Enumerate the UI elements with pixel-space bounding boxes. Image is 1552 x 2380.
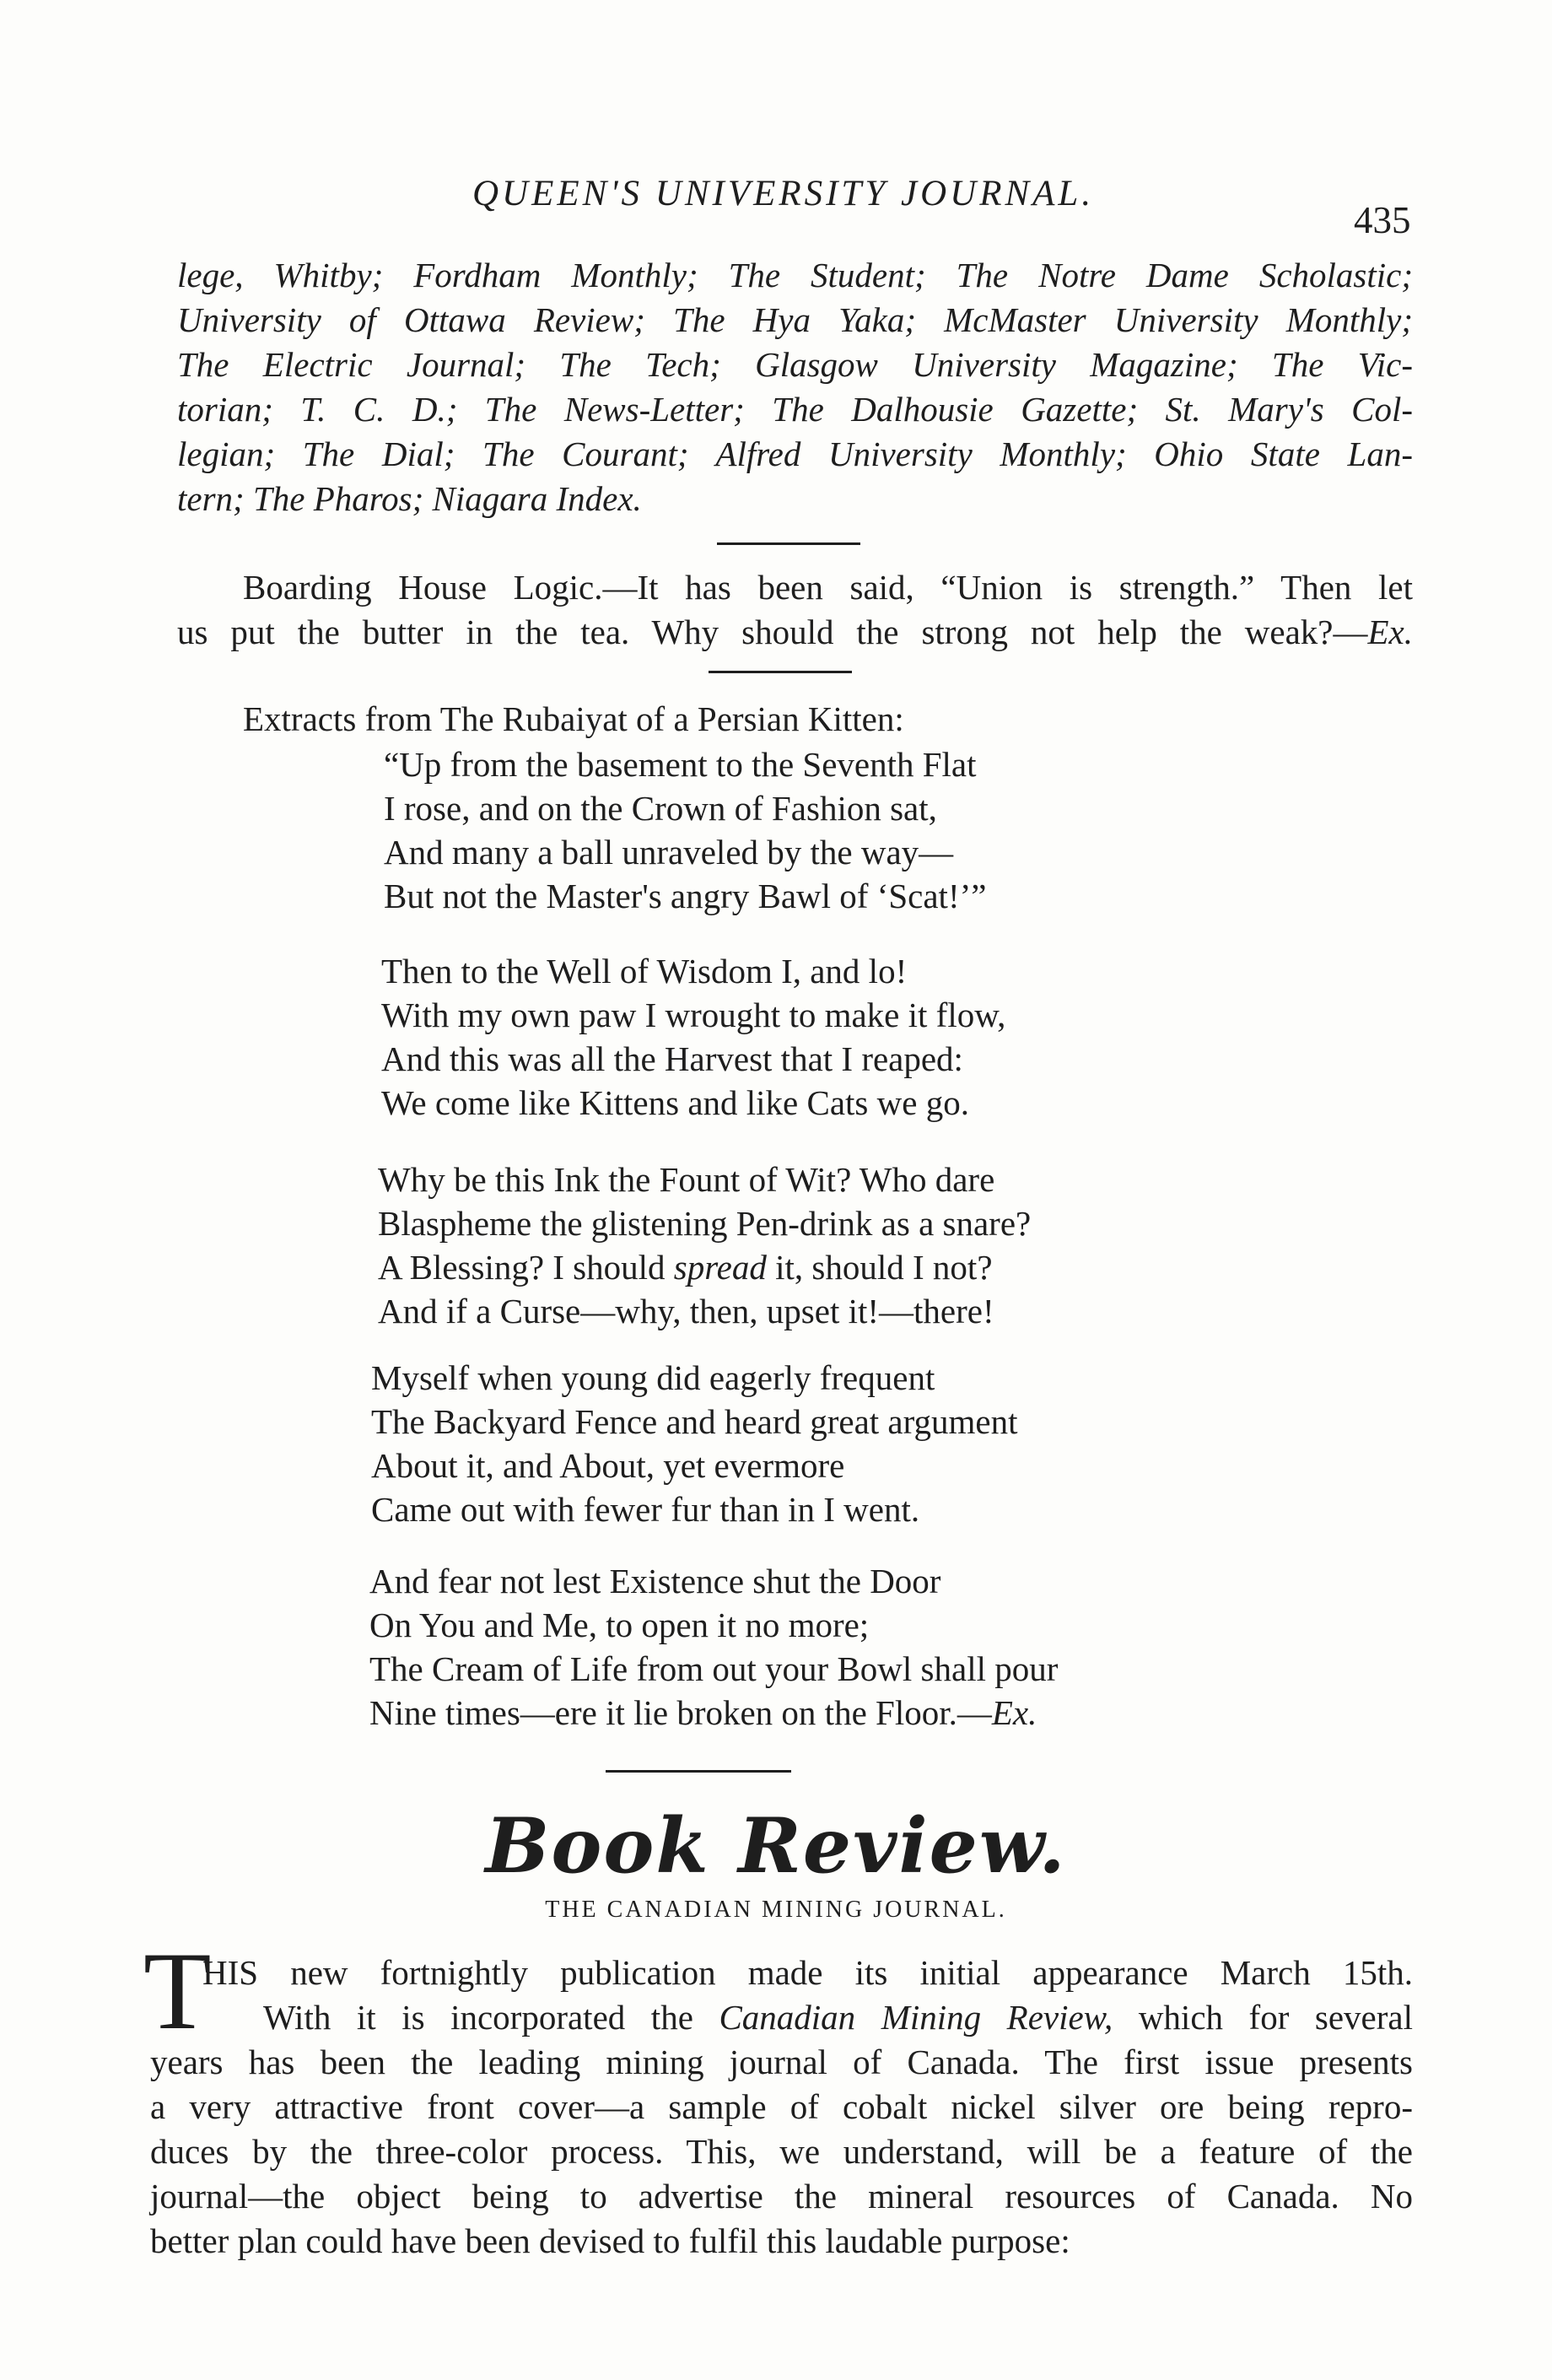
exchanges-line: University of Ottawa Review; The Hya Yaka; McMaster University Monthly;: [177, 300, 1413, 339]
paragraph-line: Boarding House Logic.—It has been said, “Union is strength.” Then let: [243, 568, 1413, 607]
review-text: which for several: [1113, 1998, 1413, 2037]
verse-line: We come like Kittens and like Cats we go.: [381, 1083, 969, 1122]
verse-line: [369, 1691, 1058, 1735]
verse-line: On You and Me, to open it no more;: [369, 1606, 870, 1644]
review-text: With it is incorporated the: [263, 1998, 719, 2037]
review-line: a very attractive front cover—a sample of cobalt nickel silver ore being repro-: [150, 2087, 1413, 2126]
stanza-4: [371, 1356, 1018, 1531]
verse-text: A Blessing? I should: [378, 1248, 674, 1287]
verse-line: Came out with fewer fur than in I went.: [371, 1490, 920, 1529]
verse-line: The Cream of Life from out your Bowl shall pour: [369, 1649, 1059, 1688]
paragraph-text: us put the butter in the tea. Why should the strong not help the weak?—: [177, 613, 1368, 651]
book-review-subtitle: THE CANADIAN MINING JOURNAL.: [545, 1897, 1007, 1923]
drop-cap: T: [143, 1929, 212, 2053]
stanza-5: [369, 1559, 1058, 1735]
stanza-3: [378, 1158, 1031, 1333]
verse-line: Blaspheme the glistening Pen-drink as a snare?: [378, 1204, 1032, 1243]
verse-text: it, should I not?: [766, 1248, 993, 1287]
poem-intro: Extracts from The Rubaiyat of a Persian Kitten:: [243, 699, 904, 738]
paragraph-line: [177, 610, 1413, 655]
exchanges-line: lege, Whitby; Fordham Monthly; The Student; The Notre Dame Scholastic;: [177, 256, 1413, 294]
stanza-1: [384, 742, 986, 918]
verse-line: Myself when young did eagerly frequent: [371, 1358, 935, 1397]
verse-line: About it, and About, yet evermore: [371, 1446, 845, 1485]
section-divider: [606, 1770, 791, 1773]
review-line: journal—the object being to advertise the mineral resources of Canada. No: [150, 2177, 1413, 2215]
exchanges-line: legian; The Dial; The Courant; Alfred University Monthly; Ohio State Lan-: [177, 434, 1413, 473]
source-credit: Ex.: [991, 1693, 1037, 1732]
verse-line: And this was all the Harvest that I reaped:: [381, 1039, 963, 1078]
verse-line: With my own paw I wrought to make it flow,: [381, 996, 1006, 1034]
running-title: QUEEN'S UNIVERSITY JOURNAL.: [472, 174, 1095, 213]
verse-line: But not the Master's angry Bawl of ‘Scat!’”: [384, 877, 987, 915]
book-review-heading: Book Review.: [485, 1801, 1067, 1891]
verse-text: Nine times—ere it lie broken on the Floor.—: [369, 1693, 992, 1732]
exchanges-line: tern; The Pharos; Niagara Index.: [177, 479, 642, 518]
verse-line: “Up from the basement to the Seventh Flat: [384, 745, 977, 784]
review-line: duces by the three-color process. This, we understand, will be a feature of the: [150, 2132, 1413, 2171]
verse-line: The Backyard Fence and heard great argument: [371, 1402, 1018, 1441]
verse-line: And many a ball unraveled by the way—: [384, 833, 954, 872]
exchanges-line: The Electric Journal; The Tech; Glasgow University Magazine; The Vic-: [177, 345, 1413, 384]
verse-line: And fear not lest Existence shut the Door: [369, 1562, 941, 1600]
page-number: 435: [1354, 199, 1411, 241]
exchanges-list: [177, 253, 1413, 521]
verse-emphasis: spread: [673, 1248, 767, 1287]
verse-line: Then to the Well of Wisdom I, and lo!: [381, 952, 908, 990]
boarding-house-paragraph: [177, 565, 1413, 655]
verse-line: I rose, and on the Crown of Fashion sat,: [384, 789, 937, 828]
review-line: years has been the leading mining journal of Canada. The first issue presents: [150, 2043, 1413, 2081]
source-credit: Ex.: [1367, 613, 1413, 651]
review-publication-title: Canadian Mining Review,: [719, 1998, 1113, 2037]
verse-line: And if a Curse—why, then, upset it!—there!: [378, 1292, 994, 1330]
stanza-2: [381, 949, 1005, 1125]
review-line: better plan could have been devised to fulfil this laudable purpose:: [150, 2221, 1070, 2260]
review-line: [263, 1995, 1413, 2040]
section-divider: [709, 671, 852, 673]
section-divider: [717, 542, 860, 545]
review-line: HIS new fortnightly publication made its initial appearance March 15th.: [202, 1953, 1413, 1992]
exchanges-line: torian; T. C. D.; The News-Letter; The Dalhousie Gazette; St. Mary's Col-: [177, 390, 1413, 429]
verse-line: Why be this Ink the Fount of Wit? Who dare: [378, 1160, 995, 1199]
verse-line: [378, 1245, 1031, 1289]
